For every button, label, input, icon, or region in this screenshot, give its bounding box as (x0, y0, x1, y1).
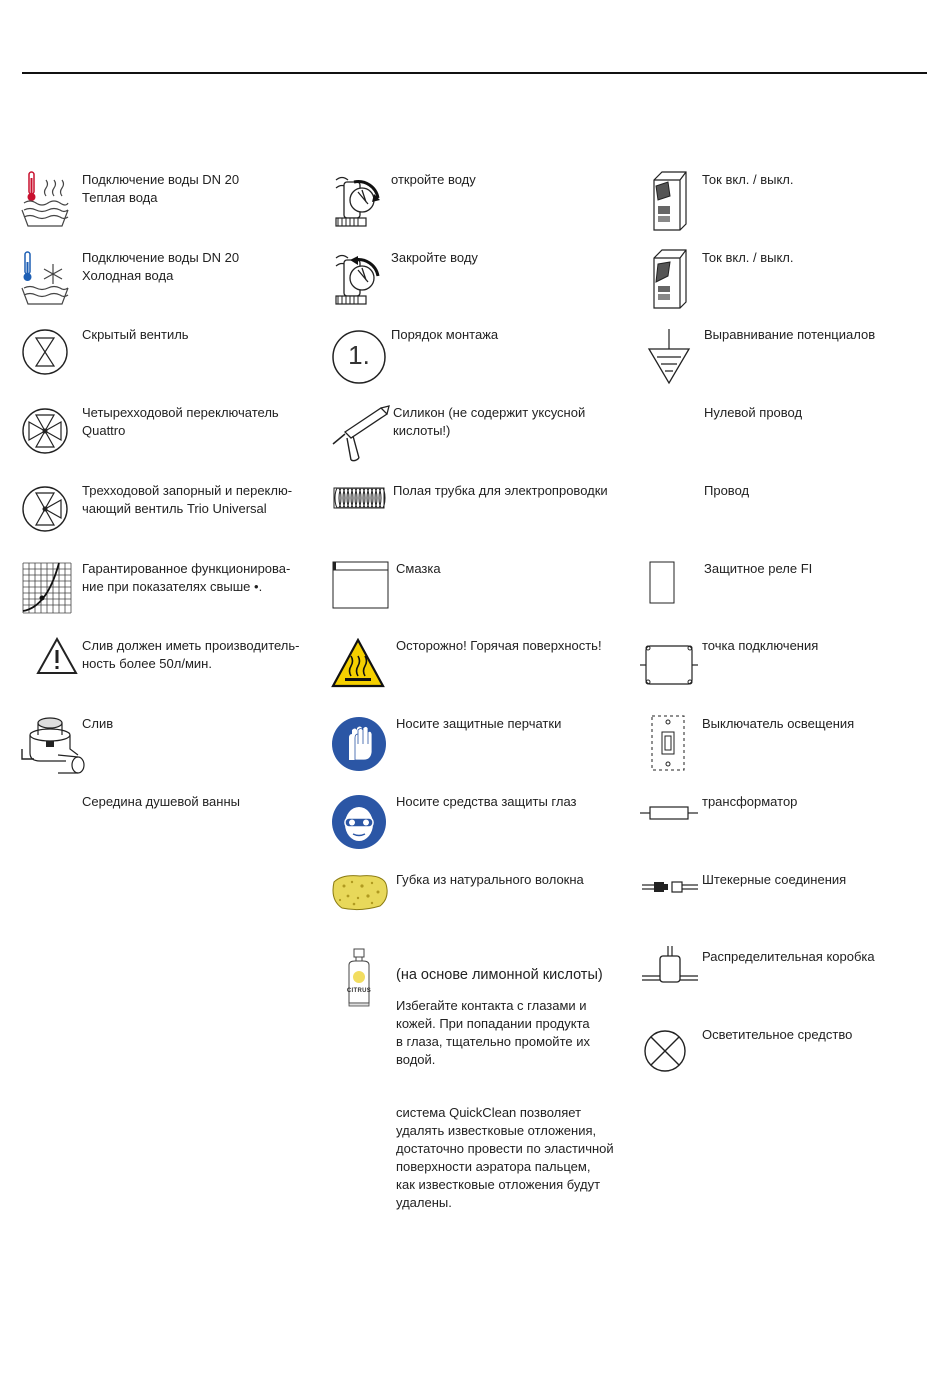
grease-label: Смазка (396, 561, 441, 576)
gloves-label: Носите защитные перчатки (396, 716, 562, 731)
open-valve-icon (330, 172, 382, 230)
trio-label: Трехходовой запорный и переклю- чающий вентиль Trio Universal (82, 483, 293, 516)
power-switch-off-icon (646, 248, 688, 310)
plug-connection-icon (640, 878, 700, 896)
drain-performance-label: Слив должен иметь производитель- ность более 50л/мин. (82, 638, 300, 671)
connection-point-icon (640, 640, 698, 690)
power-off-label: Ток вкл. / выкл. (702, 250, 794, 265)
lamp-icon (642, 1028, 688, 1074)
transformer-label: трансформатор (702, 794, 798, 809)
open-water-label: откройте воду (391, 172, 476, 187)
assembly-number: 1. (348, 340, 370, 370)
warning-triangle-icon (36, 637, 78, 675)
header-rule (22, 72, 927, 74)
lamp-label: Осветительное средство (702, 1027, 853, 1042)
close-valve-icon (330, 250, 382, 308)
fi-relay-icon (649, 561, 677, 605)
warm-water-icon (20, 170, 70, 228)
citric-acid-label: (на основе лимонной кислоты) (396, 967, 603, 983)
cold-water-label: Подключение воды DN 20 Холодная вода (82, 250, 240, 283)
equipotential-label: Выравнивание потенциалов (704, 327, 876, 342)
hot-surface-label: Осторожно! Горячая поверхность! (396, 638, 602, 653)
neutral-label: Нулевой провод (704, 405, 803, 420)
citrus-bottle-icon (345, 947, 373, 1007)
plug-connections-label: Штекерные соединения (702, 872, 847, 887)
conduit-icon (332, 486, 388, 510)
light-switch-label: Выключатель освещения (702, 716, 855, 731)
guaranteed-label: Гарантированное функционирова- ние при показателях свыше •. (82, 561, 291, 594)
warm-water-label: Подключение воды DN 20 Теплая вода (82, 172, 240, 205)
sponge-icon (330, 872, 390, 912)
trio-valve-icon (21, 485, 69, 533)
hot-surface-icon (331, 638, 385, 688)
goggles-label: Носите средства защиты глаз (396, 794, 577, 809)
hidden-valve-label: Скрытый вентиль (82, 327, 189, 342)
close-water-label: Закройте воду (391, 250, 478, 265)
quattro-label: Четырехходовой переключатель Quattro (82, 405, 279, 438)
junction-box-label: Распределительная коробка (702, 949, 875, 964)
wire-label: Провод (704, 483, 750, 498)
drain-label: Слив (82, 716, 114, 731)
transformer-icon (640, 803, 698, 823)
pressure-graph-icon (21, 561, 75, 615)
silicone-gun-icon (331, 404, 393, 464)
connection-point-label: точка подключения (702, 638, 819, 653)
grease-icon (332, 561, 390, 611)
assembly-order-icon (331, 329, 387, 385)
gloves-icon (331, 716, 387, 772)
conduit-label: Полая трубка для электропроводки (393, 483, 608, 498)
quickclean-label: система QuickClean позволяет удалять известковые отложения, достаточно провести по эластичной поверхности аэратора пальцем, как известковые отложения будут удалены. (396, 1105, 614, 1210)
fi-relay-label: Защитное реле FI (704, 561, 813, 576)
equipotential-icon (646, 327, 692, 385)
cold-water-icon (20, 250, 70, 306)
power-on-label: Ток вкл. / выкл. (702, 172, 794, 187)
goggles-icon (331, 794, 387, 850)
silicone-label: Силикон (не содержит уксусной кислоты!) (393, 405, 586, 438)
quattro-valve-icon (21, 407, 69, 455)
drain-icon (20, 715, 88, 777)
avoid-contact-label: Избегайте контакта с глазами и кожей. При попадании продукта в глаза, тщательно промойте их водой. (396, 998, 590, 1067)
junction-box-icon (640, 944, 700, 988)
assembly-order-label: Порядок монтажа (391, 327, 499, 342)
sponge-label: Губка из натурального волокна (396, 872, 584, 887)
citrus-bottle-text: CITRUS (346, 988, 372, 994)
power-switch-on-icon (646, 170, 688, 232)
hidden-valve-icon (21, 328, 69, 376)
tub-center-label: Середина душевой ванны (82, 794, 240, 809)
light-switch-icon (650, 714, 688, 772)
